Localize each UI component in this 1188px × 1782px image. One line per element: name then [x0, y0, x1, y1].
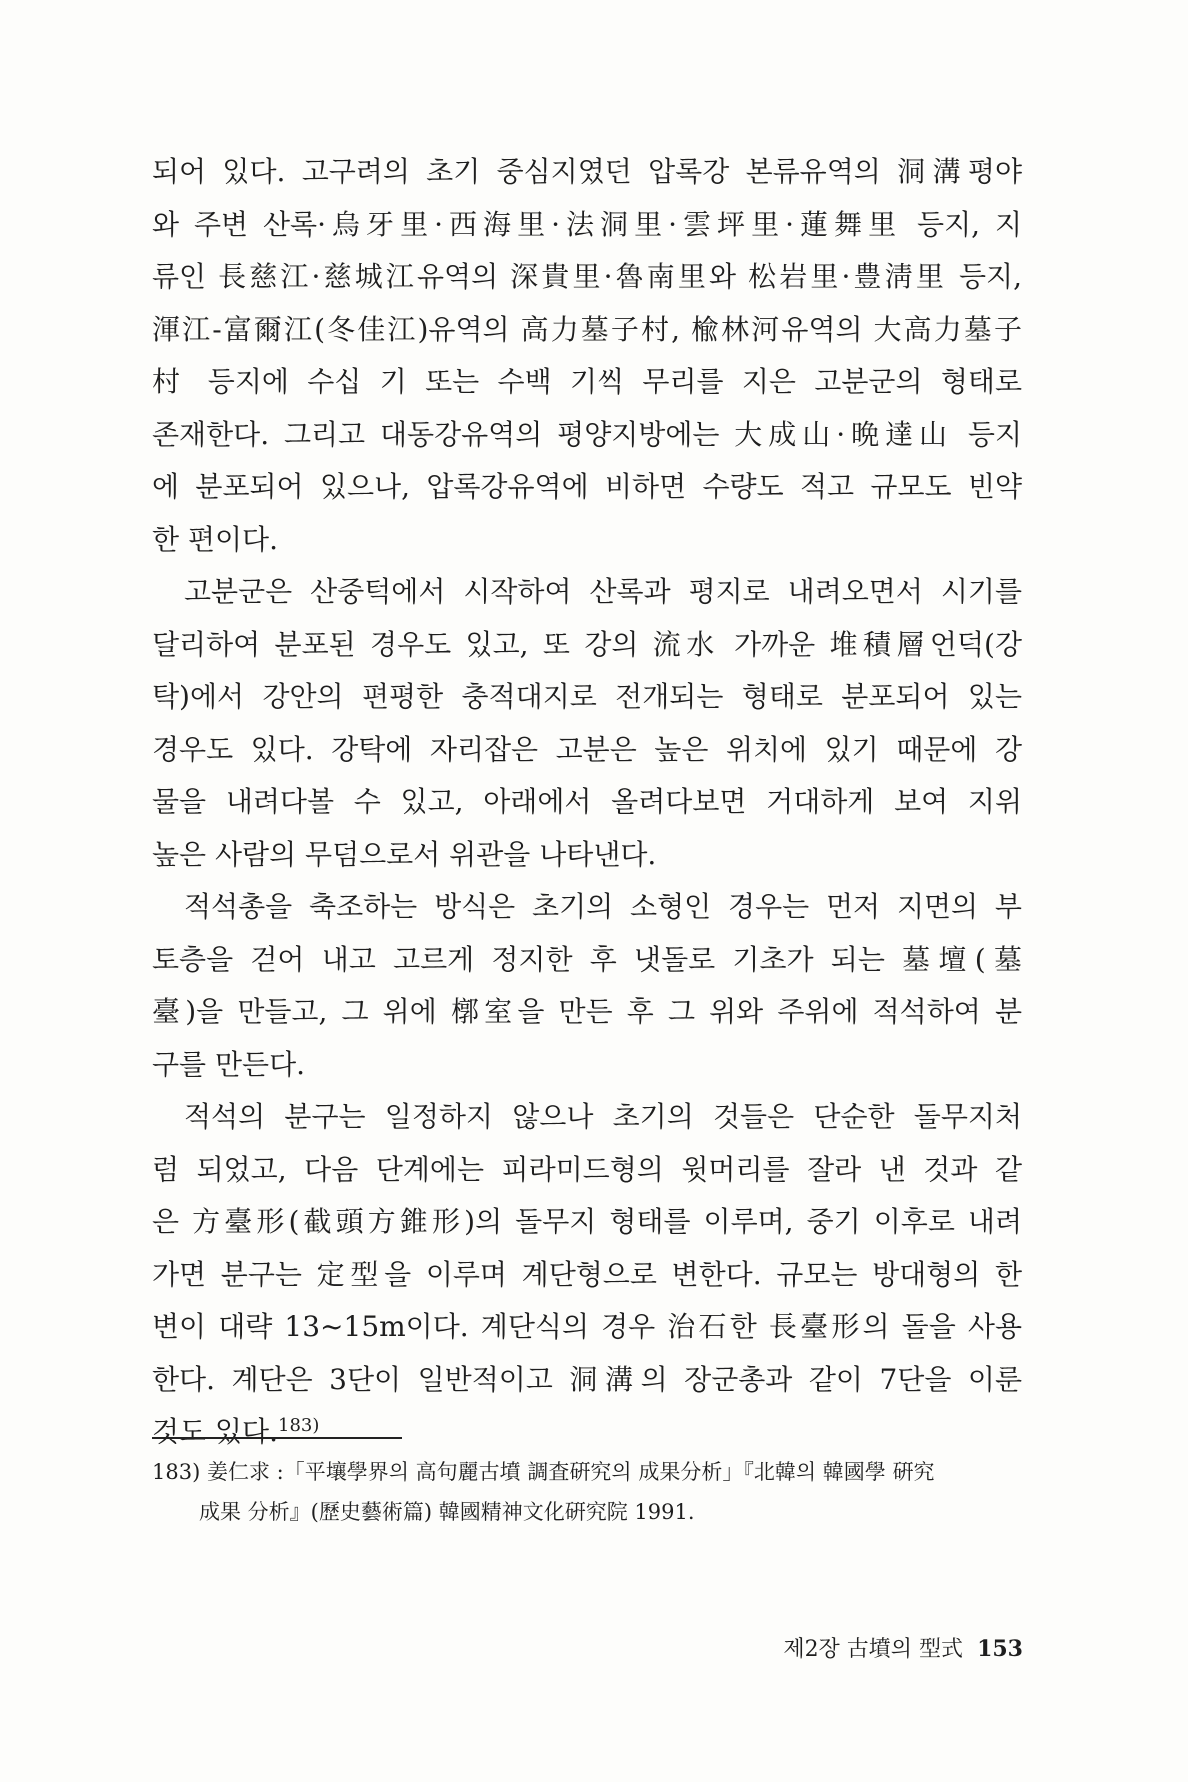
text-line: 村 등지에 수십 기 또는 수백 기씩 무리를 지은 고분군의 형태로 [152, 365, 1022, 398]
footnote-reference[interactable]: 183) [278, 1415, 320, 1436]
footnote-number: 183) [152, 1460, 201, 1484]
text-line: 구를 만든다. [152, 1047, 306, 1081]
footnote-line [152, 1452, 1022, 1492]
text-line: 존재한다. 그리고 대동강유역의 평양지방에는 大成山·晩達山 등지 [152, 417, 1022, 451]
text-line: 한 편이다. [152, 522, 278, 556]
paragraph-4 [152, 1091, 1022, 1459]
body-text [152, 146, 1022, 1459]
running-footer [783, 1632, 1023, 1663]
text-line: 적석의 분구는 일정하지 않으나 초기의 것들은 단순한 돌무지처 [184, 1100, 1022, 1133]
text-line: 물을 내려다볼 수 있고, 아래에서 올려다보면 거대하게 보여 지위 [152, 785, 1022, 818]
text-line: 에 분포되어 있으나, 압록강유역에 비하면 수량도 적고 규모도 빈약 [152, 470, 1022, 503]
text-line: 되어 있다. 고구려의 초기 중심지였던 압록강 본류유역의 洞溝평야 [152, 155, 1022, 188]
text-line: 럼 되었고, 다음 단계에는 피라미드형의 윗머리를 잘라 낸 것과 같 [152, 1152, 1022, 1186]
text-line: 토층을 걷어 내고 고르게 정지한 후 냇돌로 기초가 되는 墓壇(墓 [152, 942, 1022, 976]
text-line [152, 1406, 1022, 1459]
text-line: 경우도 있다. 강탁에 자리잡은 고분은 높은 위치에 있기 때문에 강 [152, 732, 1022, 766]
text-line: 渾江-富爾江(冬佳江)유역의 高力墓子村, 楡林河유역의 大高力墓子 [152, 312, 1022, 346]
paragraph-2 [152, 566, 1022, 881]
text-line-content: 것도 있다. [152, 1415, 278, 1448]
text-line: 탁)에서 강안의 편평한 충적대지로 전개되는 형태로 분포되어 있는 [152, 680, 1022, 713]
text-line: 고분군은 산중턱에서 시작하여 산록과 평지로 내려오면서 시기를 [184, 575, 1022, 608]
chapter-title: 제2장 古墳의 型式 [783, 1637, 964, 1662]
text-line: 와 주변 산록·烏牙里·西海里·法洞里·雲坪里·蓮舞里 등지, 지 [152, 207, 1022, 241]
text-line: 가면 분구는 定型을 이루며 계단형으로 변한다. 규모는 방대형의 한 [152, 1257, 1022, 1291]
paragraph-3 [152, 881, 1022, 1091]
paragraph-1 [152, 146, 1022, 566]
footnote [152, 1452, 1022, 1532]
page-number: 153 [977, 1636, 1023, 1662]
footnote-text: 姜仁求 :「平壤學界의 高句麗古墳 調査硏究의 成果分析」『北韓의 韓國學 硏究 [206, 1460, 935, 1484]
footnote-divider [152, 1437, 402, 1439]
footnote-line: 成果 分析』(歷史藝術篇) 韓國精神文化硏究院 1991. [199, 1500, 695, 1524]
text-line: 적석총을 축조하는 방식은 초기의 소형인 경우는 먼저 지면의 부 [184, 890, 1022, 923]
text-line: 류인 長慈江·慈城江유역의 深貴里·魯南里와 松岩里·豊淸里 등지, [152, 260, 1022, 293]
text-line: 한다. 계단은 3단이 일반적이고 洞溝의 장군총과 같이 7단을 이룬 [152, 1362, 1022, 1396]
text-line: 달리하여 분포된 경우도 있고, 또 강의 流水 가까운 堆積層언덕(강 [152, 627, 1022, 661]
text-line: 변이 대략 13~15m이다. 계단식의 경우 治石한 長臺形의 돌을 사용 [152, 1310, 1022, 1343]
text-line: 높은 사람의 무덤으로서 위관을 나타낸다. [152, 837, 657, 871]
text-line: 은 方臺形(截頭方錐形)의 돌무지 형태를 이루며, 중기 이후로 내려 [152, 1205, 1022, 1238]
text-line: 臺)을 만들고, 그 위에 槨室을 만든 후 그 위와 주위에 적석하여 분 [152, 995, 1022, 1028]
